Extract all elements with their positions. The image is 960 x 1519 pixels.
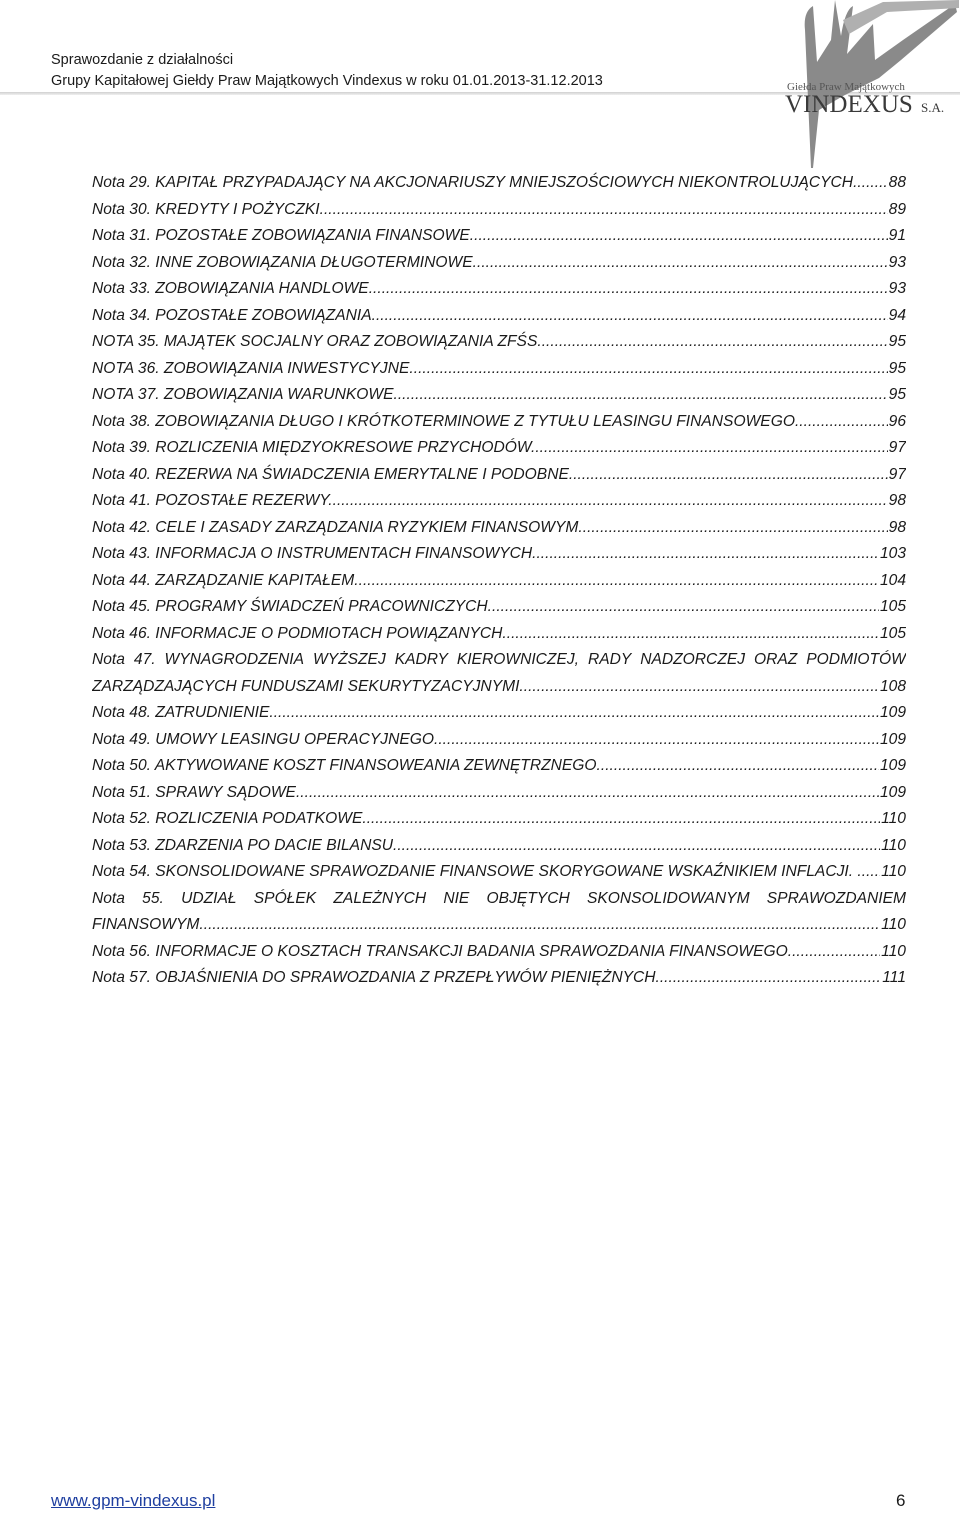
toc-entry-title: Nota 32. INNE ZOBOWIĄZANIA DŁUGOTERMINOWE.: [92, 253, 477, 271]
toc-leader-dots: [376, 303, 888, 330]
toc-entry[interactable]: [92, 965, 906, 992]
toc-entry-title: Nota 54. SKONSOLIDOWANE SPRAWOZDANIE FINANSOWE SKORYGOWANE WSKAŹNIKIEM INFLACJI. .: [92, 863, 862, 880]
logo-suffix: S.A.: [921, 100, 945, 115]
toc-leader-dots: [492, 594, 879, 621]
toc-entry-page: 89: [888, 200, 906, 218]
toc-word: NADZORCZEJ: [640, 651, 746, 668]
toc-entry-line1[interactable]: [92, 886, 906, 913]
table-of-contents: [92, 170, 906, 992]
toc-word: KIEROWNICZEJ,: [456, 651, 579, 668]
toc-entry-title: Nota 49. UMOWY LEASINGU OPERACYJNEGO.: [92, 730, 439, 748]
toc-word: KADRY: [394, 651, 448, 668]
toc-entry-page: 110: [881, 916, 906, 933]
toc-leader-dots: [333, 488, 888, 515]
toc-word: RADY: [587, 651, 632, 668]
toc-entry-line1[interactable]: [92, 647, 906, 674]
toc-entry-title: Nota 48. ZATRUDNIENIE.: [92, 704, 274, 721]
toc-entry-title: Nota 51. SPRAWY SĄDOWE.: [92, 783, 301, 801]
toc-entry-page: 95: [888, 359, 906, 377]
toc-entry-title: Nota 50. AKTYWOWANE KOSZT FINANSOWEANIA ZEWNĘTRZNEGO.: [92, 757, 601, 774]
toc-word: UDZIAŁ: [181, 889, 237, 907]
toc-entry-title: Nota 45. PROGRAMY ŚWIADCZEŃ PRACOWNICZYCH.: [92, 598, 493, 615]
toc-word: SPRAWOZDANIEM: [766, 889, 906, 907]
toc-entry[interactable]: [92, 541, 906, 568]
toc-leader-dots: [601, 753, 879, 780]
toc-word: OBJĘTYCH: [486, 889, 570, 907]
toc-entry-title: Nota 57. OBJAŚNIENIA DO SPRAWOZDANIA Z PRZEPŁYWÓW PIENIĘŻNYCH.: [92, 969, 660, 986]
toc-entry-title: NOTA 37. ZOBOWIĄZANIA WARUNKOWE.: [92, 386, 398, 403]
toc-leader-dots: [324, 197, 888, 224]
vindexus-logo: [783, 0, 960, 170]
toc-entry-title: Nota 40. REZERWA NA ŚWIADCZENIA EMERYTALNE I PODOBNE: [92, 465, 569, 483]
toc-entry-title: Nota 31. POZOSTAŁE ZOBOWIĄZANIA FINANSOWE.: [92, 227, 475, 244]
toc-entry-title: Nota 43. INFORMACJA O INSTRUMENTACH FINANSOWYCH.: [92, 545, 537, 562]
toc-entry[interactable]: [92, 329, 906, 356]
toc-leader-dots: [536, 541, 879, 568]
toc-leader-dots: [300, 780, 879, 807]
toc-entry-title: Nota 46. INFORMACJE O PODMIOTACH POWIĄZANYCH: [92, 624, 503, 642]
toc-entry-page: 96: [888, 412, 906, 430]
toc-word: Nota: [92, 889, 125, 907]
toc-entry-page: 88: [888, 174, 906, 191]
toc-word: SPÓŁEK: [253, 889, 317, 907]
toc-entry-title: Nota 42. CELE I ZASADY ZARZĄDZANIA RYZYKIEM FINANSOWYM.: [92, 518, 583, 536]
header-line-1: Sprawozdanie z działalności: [51, 52, 234, 68]
toc-leader-dots: [274, 700, 879, 727]
toc-leader-dots: [799, 409, 887, 436]
toc-entry-page: 97: [888, 465, 906, 483]
website-link[interactable]: www.gpm-vindexus.pl: [51, 1491, 216, 1510]
toc-entry[interactable]: [92, 594, 906, 621]
toc-entry[interactable]: [92, 276, 906, 303]
toc-word: NIE: [443, 889, 470, 907]
toc-entry-page: 95: [888, 333, 906, 350]
toc-word: WYŻSZEJ: [312, 651, 386, 668]
toc-entry[interactable]: [92, 806, 906, 833]
toc-entry[interactable]: [92, 409, 906, 436]
toc-leader-dots: [660, 965, 881, 992]
toc-leader-dots: [542, 329, 888, 356]
toc-leader-dots: [569, 462, 888, 489]
toc-entry-page: 110: [881, 942, 906, 960]
toc-entry[interactable]: [92, 197, 906, 224]
toc-entry-title: Nota 52. ROZLICZENIA PODATKOWE.: [92, 810, 367, 827]
toc-entry[interactable]: [92, 780, 906, 807]
toc-entry-page: 98: [888, 518, 906, 536]
toc-entry-title: Nota 39. ROZLICZENIA MIĘDZYOKRESOWE PRZYCHODÓW.: [92, 439, 536, 456]
toc-entry-title: Nota 34. POZOSTAŁE ZOBOWIĄZANIA.: [92, 306, 376, 324]
toc-entry-title: Nota 44. ZARZĄDZANIE KAPITAŁEM.: [92, 571, 359, 589]
toc-word: SKONSOLIDOWANYM: [586, 889, 750, 907]
toc-entry[interactable]: [92, 939, 906, 966]
toc-entry-page: 95: [888, 386, 906, 403]
page-header: [51, 50, 603, 92]
toc-leader-dots: [398, 382, 888, 409]
toc-entry[interactable]: [92, 382, 906, 409]
toc-leader-dots: [535, 435, 887, 462]
toc-entry-page: 93: [888, 253, 906, 271]
toc-leader-dots: [519, 674, 879, 701]
toc-entry[interactable]: [92, 435, 906, 462]
toc-entry-page: 110: [881, 836, 906, 854]
toc-entry-page: 94: [888, 306, 906, 324]
toc-word: ORAZ: [754, 651, 798, 668]
toc-leader-dots: [792, 939, 880, 966]
toc-word: 55.: [142, 889, 164, 907]
toc-word: PODMIOTÓW: [806, 651, 906, 668]
toc-entry-title: FINANSOWYM.: [92, 916, 204, 933]
toc-entry-title: Nota 30. KREDYTY I POŻYCZKI.: [92, 200, 324, 218]
toc-leader-dots: [373, 276, 888, 303]
toc-leader-dots: [204, 912, 880, 939]
toc-word: ZALEŻNYCH: [333, 889, 427, 907]
toc-entry[interactable]: [92, 727, 906, 754]
toc-entry-page: 109: [879, 757, 906, 774]
toc-entry[interactable]: [92, 515, 906, 542]
toc-entry[interactable]: [92, 859, 906, 886]
logo-name: VINDEXUS: [785, 91, 913, 118]
toc-entry-page: 109: [879, 730, 906, 748]
toc-leader-dots: [853, 170, 888, 197]
toc-leader-dots: [502, 621, 879, 648]
toc-entry-title: Nota 53. ZDARZENIA PO DACIE BILANSU.: [92, 836, 398, 854]
toc-entry-title: ZARZĄDZAJĄCYCH FUNDUSZAMI SEKURYTYZACYJNYMI: [92, 677, 520, 695]
toc-entry-title: Nota 29. KAPITAŁ PRZYPADAJĄCY NA AKCJONARIUSZY MNIEJSZOŚCIOWYCH NIEKONTROLUJĄCYCH: [92, 174, 854, 191]
page-number: 6: [896, 1491, 906, 1510]
toc-entry-page: 108: [879, 677, 906, 695]
toc-entry-page: 98: [888, 492, 906, 509]
toc-entry-page: 105: [879, 598, 906, 615]
toc-leader-dots: [583, 515, 888, 542]
toc-entry-page: 91: [888, 227, 906, 244]
toc-entry-page: 97: [888, 439, 906, 456]
toc-entry[interactable]: [92, 912, 906, 939]
toc-entry-title: Nota 38. ZOBOWIĄZANIA DŁUGO I KRÓTKOTERMINOWE Z TYTUŁU LEASINGU FINANSOWEGO.: [92, 412, 800, 430]
toc-entry[interactable]: [92, 833, 906, 860]
toc-entry[interactable]: [92, 488, 906, 515]
toc-entry[interactable]: [92, 356, 906, 383]
toc-entry[interactable]: [92, 462, 906, 489]
toc-entry-page: 109: [879, 783, 906, 801]
toc-entry[interactable]: [92, 250, 906, 277]
toc-entry-title: Nota 41. POZOSTAŁE REZERWY.: [92, 492, 333, 509]
toc-entry[interactable]: [92, 621, 906, 648]
toc-leader-dots: [359, 568, 879, 595]
toc-leader-dots: [474, 223, 888, 250]
toc-entry-page: 110: [881, 863, 906, 880]
toc-leader-dots: [477, 250, 888, 277]
toc-entry[interactable]: [92, 303, 906, 330]
header-line-2: Grupy Kapitałowej Giełdy Praw Majątkowych Vindexus w roku 01.01.2013-31.12.2013: [51, 73, 603, 89]
toc-entry[interactable]: [92, 700, 906, 727]
toc-entry-page: 109: [879, 704, 906, 721]
toc-entry[interactable]: [92, 170, 906, 197]
logo-tagline: Giełda Praw Majątkowych: [787, 81, 905, 93]
toc-entry-page: 105: [879, 624, 906, 642]
toc-entry-page: 93: [888, 280, 906, 297]
toc-entry-page: 110: [881, 810, 906, 827]
toc-entry[interactable]: [92, 568, 906, 595]
toc-entry-page: 103: [879, 545, 906, 562]
toc-entry-title: NOTA 35. MAJĄTEK SOCJALNY ORAZ ZOBOWIĄZANIA ZFŚS.: [92, 333, 542, 350]
toc-leader-dots: [414, 356, 888, 383]
toc-leader-dots: [438, 727, 879, 754]
toc-entry[interactable]: [92, 674, 906, 701]
toc-entry[interactable]: [92, 753, 906, 780]
toc-entry-title: Nota 56. INFORMACJE O KOSZTACH TRANSAKCJI BADANIA SPRAWOZDANIA FINANSOWEGO.: [92, 942, 793, 960]
toc-entry-title: Nota 33. ZOBOWIĄZANIA HANDLOWE.: [92, 280, 374, 297]
toc-entry[interactable]: [92, 223, 906, 250]
toc-leader-dots: [397, 833, 880, 860]
toc-entry-title: NOTA 36. ZOBOWIĄZANIA INWESTYCYJNE.: [92, 359, 414, 377]
toc-word: WYNAGRODZENIA: [164, 651, 305, 668]
toc-word: Nota: [92, 651, 125, 668]
toc-entry-page: 111: [882, 969, 906, 986]
toc-leader-dots: [862, 859, 880, 886]
toc-word: 47.: [133, 651, 156, 668]
toc-leader-dots: [367, 806, 880, 833]
toc-entry-page: 104: [879, 571, 906, 589]
